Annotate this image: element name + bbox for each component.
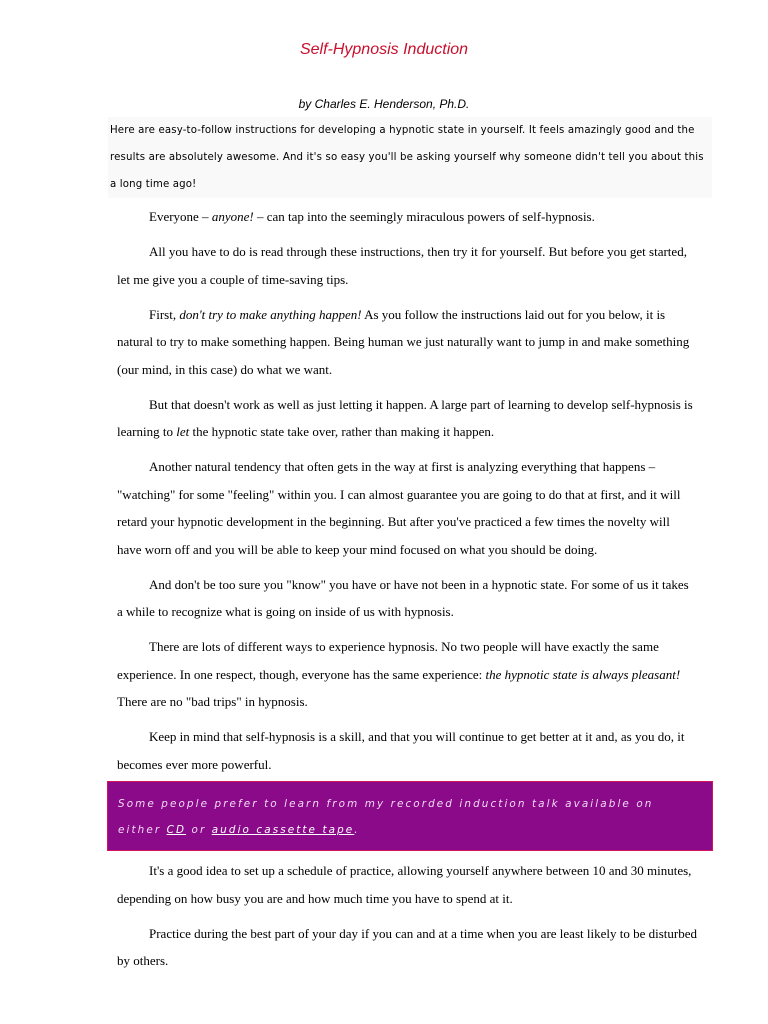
paragraph: All you have to do is read through these instructions, then try it for yourself. But before you get started, let me give you a couple of time-saving tips. xyxy=(117,244,687,287)
audio-cassette-tape-link[interactable]: audio cassette tape xyxy=(211,824,355,836)
intro-paragraph: Here are easy-to-follow instructions for developing a hypnotic state in yourself. It feels amazingly good and the results are absolutely awesome. And it's so easy you'll be asking yourself why someone didn't tell you about this a long time ago! xyxy=(108,117,712,198)
paragraph: Another natural tendency that often gets in the way at first is analyzing everything that happens – "watching" for some "feeling" within you. I can almost guarantee you are going to do that at first, and it will retard your hypnotic development in the beginning. But after you've practiced a few times the novelty will have worn off and you will be able to keep your mind focused on what you should be doing. xyxy=(117,459,681,557)
paragraph: It's a good idea to set up a schedule of practice, allowing yourself anywhere between 10 and 30 minutes, depending on how busy you are and how much time you have to spend at it. xyxy=(117,863,692,906)
recording-callout-box: Some people prefer to learn from my recorded induction talk available on either CD or audio cassette tape. xyxy=(107,781,713,851)
paragraph: There are lots of different ways to experience hypnosis. No two people will have exactly the same experience. In one respect, though, everyone has the same experience: the hypnotic state is always pleasant! There are no "bad trips" in hypnosis. xyxy=(117,639,681,709)
paragraph: Practice during the best part of your day if you can and at a time when you are least likely to be disturbed by others. xyxy=(117,925,697,968)
document-byline: by Charles E. Henderson, Ph.D. xyxy=(298,97,470,111)
document-title: Self-Hypnosis Induction xyxy=(299,41,469,58)
paragraph: Everyone – anyone! – can tap into the seemingly miraculous powers of self-hypnosis. xyxy=(149,209,595,224)
body-section-2 xyxy=(117,857,697,975)
cd-link[interactable]: CD xyxy=(166,824,187,836)
body-section-1 xyxy=(117,203,697,778)
paragraph: And don't be too sure you "know" you have or have not been in a hypnotic state. For some of us it takes a while to recognize what is going on inside of us with hypnosis. xyxy=(117,576,689,619)
paragraph: But that doesn't work as well as just letting it happen. A large part of learning to develop self-hypnosis is learning to let the hypnotic state take over, rather than making it happen. xyxy=(117,396,693,439)
paragraph: Keep in mind that self-hypnosis is a skill, and that you will continue to get better at it and, as you do, it becomes ever more powerful. xyxy=(117,729,685,772)
paragraph: First, don't try to make anything happen! As you follow the instructions laid out for you below, it is natural to try to make something happen. Being human we just naturally want to jump in and make something (our mind, in this case) do what we want. xyxy=(117,306,690,377)
